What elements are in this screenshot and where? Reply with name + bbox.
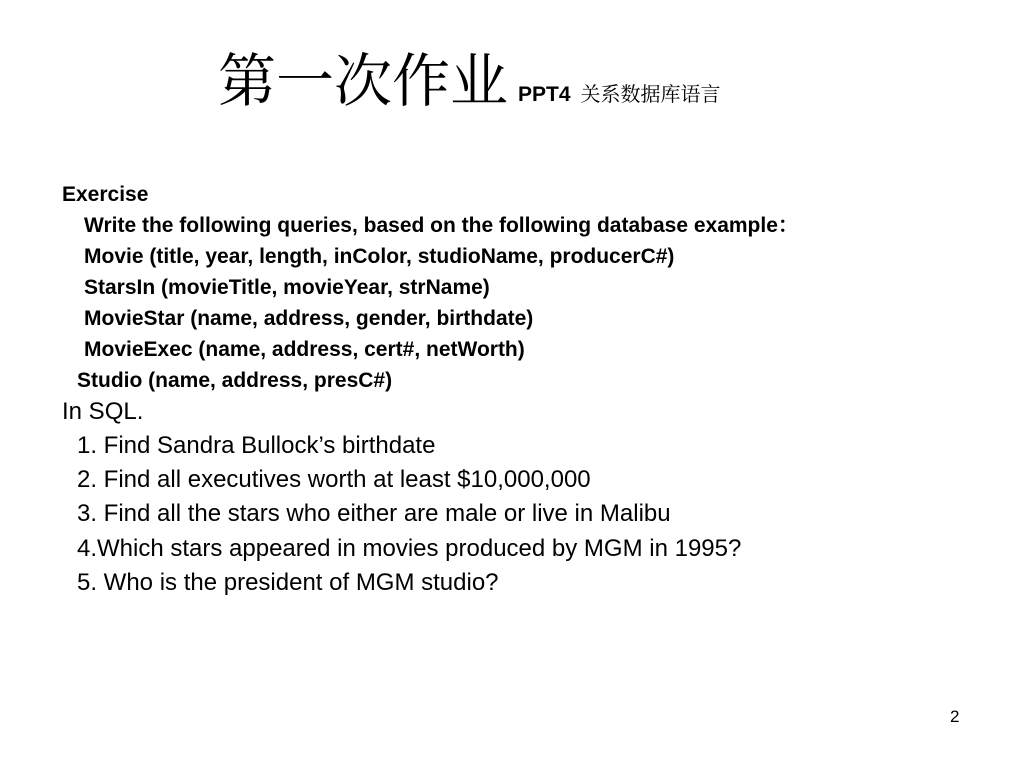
schema-movieexec: MovieExec (name, address, cert#, netWorth): [84, 338, 525, 361]
title-subtitle: 关系数据库语言: [580, 82, 721, 106]
schema-moviestar: MovieStar (name, address, gender, birthdate): [84, 307, 534, 330]
schema-movie: Movie (title, year, length, inColor, studioName, producerC#): [84, 245, 675, 268]
title-main: 第一次作业: [218, 47, 509, 115]
query-item-4: 4.Which stars appeared in movies produced by MGM in 1995?: [77, 535, 742, 562]
schema-studio: Studio (name, address, presC#): [77, 369, 393, 392]
exercise-heading: Exercise: [62, 183, 149, 206]
query-item-1: 1. Find Sandra Bullock’s birthdate: [77, 432, 436, 459]
query-item-3: 3. Find all the stars who either are male or live in Malibu: [77, 500, 671, 527]
exercise-intro: Write the following queries, based on the following database example：: [84, 214, 799, 237]
queries-heading: In SQL.: [62, 398, 144, 425]
slide-title: [218, 47, 721, 115]
schema-starsin: StarsIn (movieTitle, movieYear, strName): [84, 276, 490, 299]
query-item-2: 2. Find all executives worth at least $10,000,000: [77, 466, 591, 493]
query-item-5: 5. Who is the president of MGM studio?: [77, 569, 499, 596]
page-number: 2: [950, 707, 960, 726]
title-ppt-label: PPT4: [518, 83, 571, 106]
